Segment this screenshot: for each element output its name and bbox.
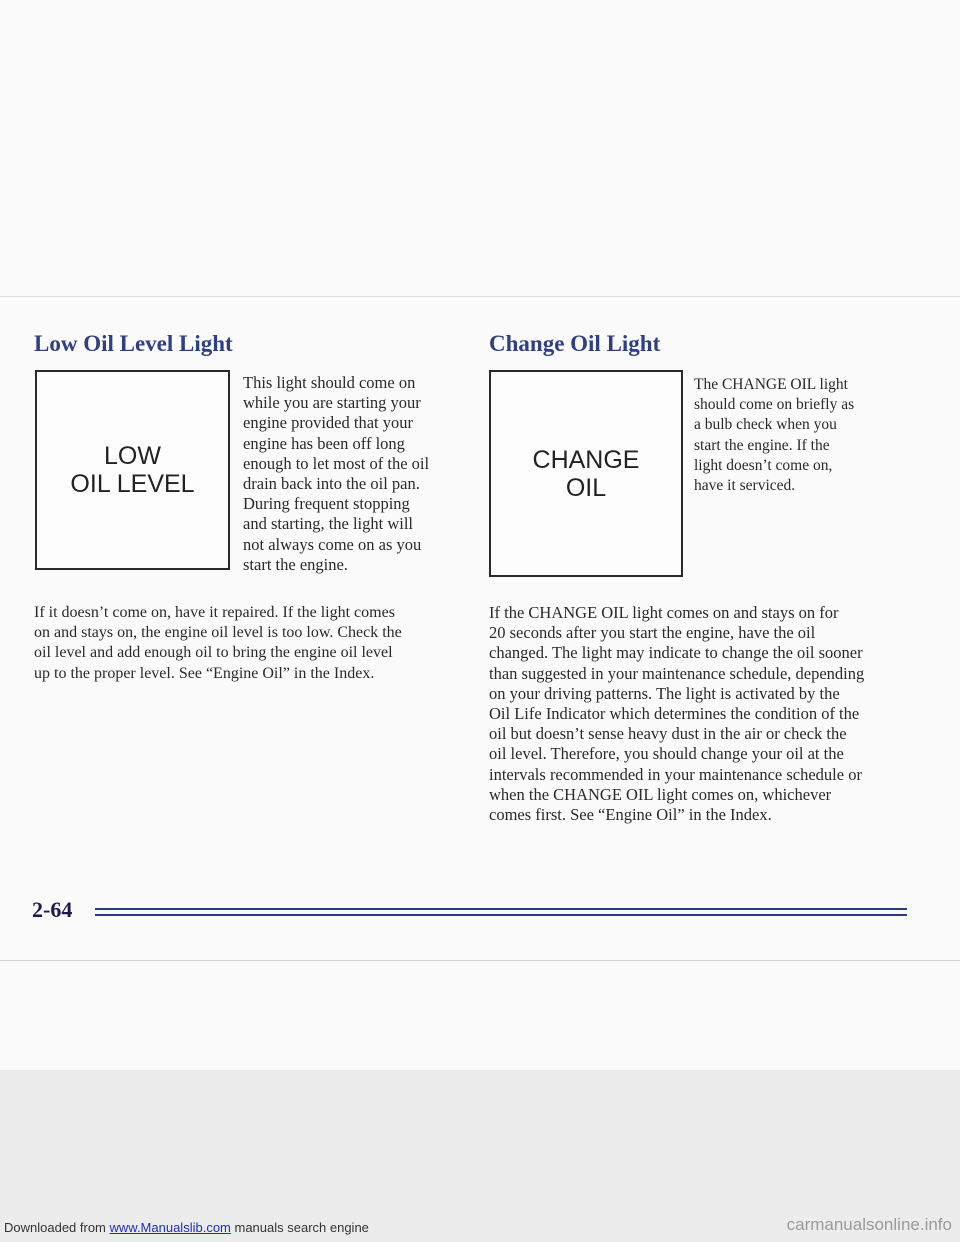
top-divider bbox=[0, 296, 960, 297]
text-line: on your driving patterns. The light is activated by the bbox=[489, 683, 840, 703]
text-line: start the engine. bbox=[243, 554, 348, 574]
download-prefix: Downloaded from bbox=[4, 1220, 110, 1235]
text-line: changed. The light may indicate to change the oil sooner bbox=[489, 643, 863, 663]
page-number-rule-bottom bbox=[95, 914, 907, 916]
text-line: a bulb check when you bbox=[694, 416, 837, 434]
text-line: During frequent stopping bbox=[243, 494, 410, 514]
bottom-divider bbox=[0, 960, 960, 961]
text-line: start the engine. If the bbox=[694, 436, 830, 454]
text-line: oil but doesn’t sense heavy dust in the air or check the bbox=[489, 724, 847, 744]
text-line: Oil Life Indicator which determines the condition of the bbox=[489, 704, 860, 724]
text-line: If the CHANGE OIL light comes on and stays on for bbox=[489, 603, 839, 622]
text-line: on and stays on, the engine oil level is too low. Check the bbox=[34, 624, 402, 642]
text-line: and starting, the light will bbox=[243, 514, 414, 534]
change-oil-indicator-text: CHANGE OIL bbox=[532, 445, 640, 502]
change-oil-side-text bbox=[694, 375, 894, 496]
low-oil-level-indicator-text: LOW OIL LEVEL bbox=[70, 442, 195, 498]
text-line: oil level. Therefore, you should change your oil at the bbox=[489, 744, 844, 764]
text-line: If it doesn’t come on, have it repaired. If the light comes bbox=[34, 604, 395, 621]
text-line: while you are starting your bbox=[243, 393, 421, 413]
text-line: have it serviced. bbox=[694, 477, 796, 495]
watermark-text: carmanualsonline.info bbox=[786, 1215, 952, 1234]
low-oil-level-indicator bbox=[35, 370, 230, 570]
low-oil-level-body-text bbox=[34, 603, 454, 684]
download-source-text bbox=[4, 1220, 369, 1235]
text-line: comes first. See “Engine Oil” in the Index. bbox=[489, 805, 772, 825]
change-oil-indicator bbox=[489, 370, 683, 577]
text-line: engine provided that your bbox=[243, 413, 413, 433]
download-footer bbox=[0, 1070, 960, 1242]
low-oil-level-side-text bbox=[243, 373, 458, 575]
download-suffix: manuals search engine bbox=[230, 1220, 369, 1235]
text-line: The CHANGE OIL light bbox=[694, 376, 848, 393]
page-number-rule-top bbox=[95, 908, 907, 910]
text-line: This light should come on bbox=[243, 373, 416, 392]
text-line: light doesn’t come on, bbox=[694, 456, 833, 474]
text-line: should come on briefly as bbox=[694, 396, 855, 414]
manualslib-link[interactable]: www.Manualslib.com bbox=[109, 1220, 231, 1235]
page-number: 2-64 bbox=[32, 897, 73, 922]
change-oil-heading: Change Oil Light bbox=[489, 331, 661, 356]
text-line: not always come on as you bbox=[243, 534, 422, 554]
low-oil-level-heading: Low Oil Level Light bbox=[34, 331, 233, 356]
text-line: drain back into the oil pan. bbox=[243, 474, 420, 494]
text-line: intervals recommended in your maintenance schedule or bbox=[489, 764, 862, 784]
text-line: enough to let most of the oil bbox=[243, 453, 430, 473]
change-oil-body-text bbox=[489, 603, 919, 825]
text-line: when the CHANGE OIL light comes on, whichever bbox=[489, 784, 832, 804]
text-line: oil level and add enough oil to bring the engine oil level bbox=[34, 644, 393, 662]
text-line: than suggested in your maintenance schedule, depending bbox=[489, 663, 865, 683]
text-line: engine has been off long bbox=[243, 433, 405, 453]
text-line: up to the proper level. See “Engine Oil” in the Index. bbox=[34, 664, 375, 682]
text-line: 20 seconds after you start the engine, have the oil bbox=[489, 623, 816, 643]
